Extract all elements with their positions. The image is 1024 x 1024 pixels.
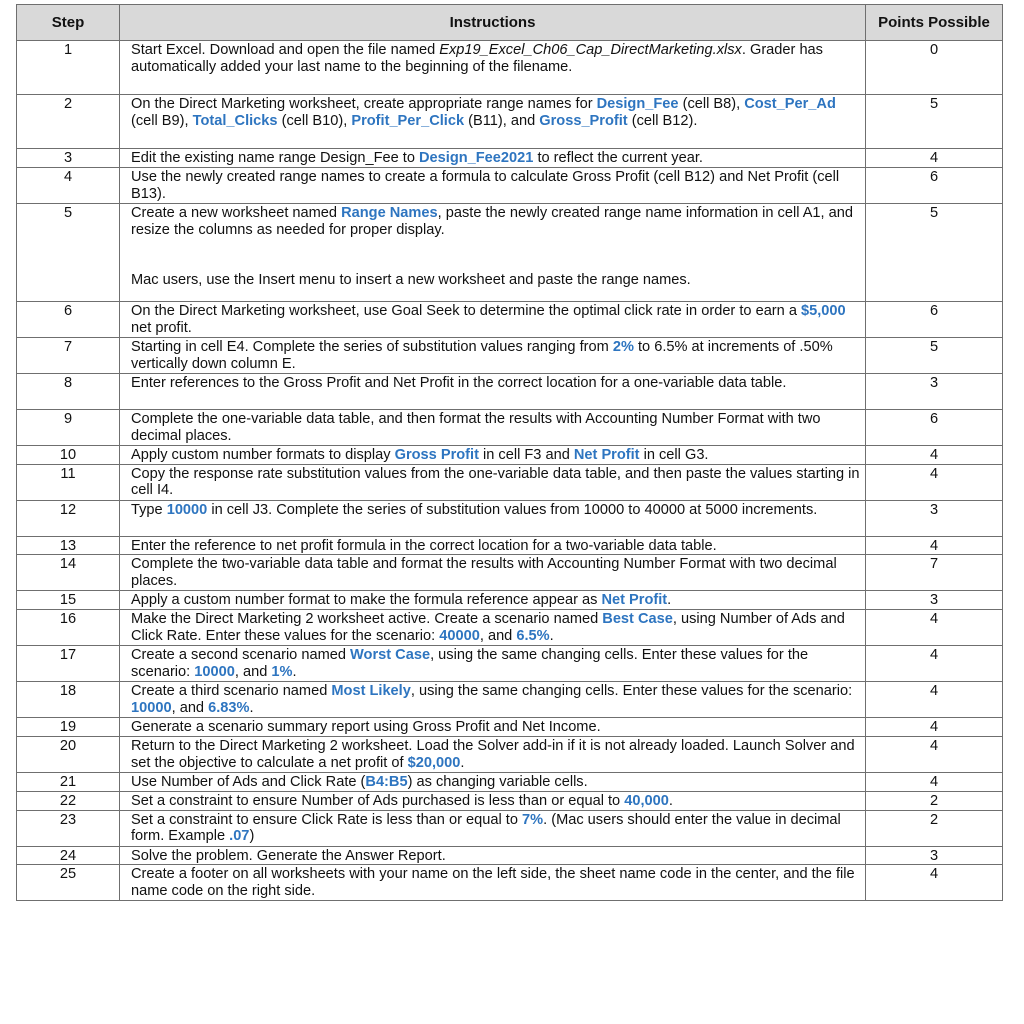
instruction-segment: On the Direct Marketing worksheet, create appropriate range names for [131,96,597,112]
instruction-segment: (cell B9), [131,112,193,129]
table-row [17,149,1003,168]
highlighted-value: 6.83% [208,699,250,716]
points-possible: 4 [866,772,1003,791]
instruction-segment: Create a footer on all worksheets with your name on the left side, the sheet name code in the center, and the file name code on the right side. [131,866,855,900]
highlighted-value: Gross_Profit [539,112,628,129]
instruction-segment: Create a second scenario named [131,647,351,664]
instruction-segment: (cell B8), [678,96,745,112]
instruction-segment: Copy the response rate substitution values from the one-variable data table, and then paste the values starting in cell I4. [131,465,860,499]
step-number: 7 [17,337,120,373]
highlighted-value: Design_Fee [596,96,679,112]
step-number: 20 [17,736,120,772]
instruction-text [120,167,866,203]
instruction-segment: ) as changing variable cells. [407,773,588,790]
table-row [17,373,1003,409]
instruction-text [120,718,866,737]
points-possible: 4 [866,682,1003,718]
step-number: 21 [17,772,120,791]
points-possible: 4 [866,536,1003,555]
points-possible: 4 [866,445,1003,464]
instruction-segment: Complete the two-variable data table and format the results with Accounting Number Format with two decimal places. [131,556,837,590]
instruction-segment: in cell G3. [639,446,709,463]
highlighted-value: Profit_Per_Click [351,112,465,129]
highlighted-value: Cost_Per_Ad [744,96,836,112]
instruction-text [120,791,866,810]
highlighted-value: Best Case [602,611,673,628]
instruction-text [120,409,866,445]
step-number: 15 [17,591,120,610]
instruction-segment: (cell B12). [627,112,698,129]
points-possible: 3 [866,591,1003,610]
instruction-segment: , using Number of Ads and Click Rate. Enter these values for the scenario: [131,611,845,644]
table-row [17,203,1003,301]
table-row [17,536,1003,555]
instruction-segment: Set a constraint to ensure Click Rate is less than or equal to [131,811,522,828]
instruction-segment: Use Number of Ads and Click Rate ( [131,773,366,790]
table-body [17,41,1003,901]
instruction-text [120,95,866,149]
instruction-segment: . [549,627,554,644]
highlighted-value: Gross Profit [394,446,479,463]
table-row [17,445,1003,464]
instruction-segment: Edit the existing name range Design_Fee to [131,150,419,166]
instruction-text [120,865,866,901]
points-possible: 6 [866,301,1003,337]
instruction-segment: Enter references to the Gross Profit and Net Profit in the correct location for a one-variable data table. [131,374,787,391]
step-number: 8 [17,373,120,409]
instruction-segment: (cell B10), [277,112,352,129]
instruction-text [120,203,866,301]
instruction-segment: . [460,754,465,771]
points-possible: 7 [866,555,1003,591]
instruction-text [120,337,866,373]
points-possible: 4 [866,610,1003,646]
highlighted-value: 7% [522,811,544,828]
instruction-text [120,555,866,591]
instruction-segment: net profit. [131,319,192,336]
highlighted-value: .07 [229,828,250,845]
highlighted-value: Most Likely [331,683,411,700]
highlighted-value: Worst Case [350,647,431,664]
points-possible: 3 [866,500,1003,536]
instruction-segment: , and [234,663,272,680]
table-row [17,610,1003,646]
points-possible: 4 [866,464,1003,500]
points-possible: 5 [866,95,1003,149]
points-possible: 3 [866,373,1003,409]
instruction-text [120,464,866,500]
instructions-table [16,4,1003,901]
table-row [17,409,1003,445]
instruction-segment: Solve the problem. Generate the Answer Report. [131,847,446,864]
step-number: 24 [17,846,120,865]
header-points-possible: Points Possible [866,5,1003,41]
table-row [17,41,1003,95]
step-number: 9 [17,409,120,445]
step-number: 13 [17,536,120,555]
instruction-segment: Starting in cell E4. Complete the series of substitution values ranging from [131,338,613,355]
points-possible: 6 [866,409,1003,445]
table-row [17,167,1003,203]
filename-text: Exp19_Excel_Ch06_Cap_DirectMarketing.xlsx [439,42,742,58]
instruction-segment: . [667,592,672,609]
highlighted-value: Design_Fee2021 [419,150,534,166]
table-row [17,865,1003,901]
table-row [17,791,1003,810]
instruction-segment: Generate a scenario summary report using Gross Profit and Net Income. [131,719,601,736]
instruction-text [120,445,866,464]
table-row [17,646,1003,682]
step-number: 10 [17,445,120,464]
instruction-segment: to reflect the current year. [533,150,703,166]
points-possible: 4 [866,718,1003,737]
instruction-segment: Type [131,501,167,518]
table-row [17,95,1003,149]
highlighted-value: B4:B5 [365,773,408,790]
instruction-segment: . (Mac users should enter the value in decimal form. Example [131,811,841,845]
table-row [17,591,1003,610]
instruction-segment: in cell J3. Complete the series of substitution values from 10000 to 40000 at 5000 increments. [207,501,818,518]
instruction-segment: , using the same changing cells. Enter these values for the scenario: [410,683,853,700]
instruction-text [120,736,866,772]
table-row [17,500,1003,536]
instruction-text [120,41,866,95]
table-row [17,464,1003,500]
instruction-text [120,149,866,168]
instruction-segment: Create a new worksheet named [131,204,342,221]
instruction-segment: . [668,792,673,809]
instruction-text [120,591,866,610]
table-row [17,772,1003,791]
points-possible: 2 [866,791,1003,810]
highlighted-value: Net Profit [601,592,668,609]
instruction-segment: Create a third scenario named [131,683,332,700]
instruction-text [120,682,866,718]
points-possible: 3 [866,846,1003,865]
step-number: 22 [17,791,120,810]
step-number: 11 [17,464,120,500]
points-possible: 6 [866,167,1003,203]
instruction-segment: Apply a custom number format to make the formula reference appear as [131,592,602,609]
highlighted-value: Range Names [341,204,438,221]
table-row [17,555,1003,591]
highlighted-value: $5,000 [801,302,846,319]
highlighted-value: 40,000 [624,792,669,809]
step-number: 17 [17,646,120,682]
table-row [17,846,1003,865]
step-number: 23 [17,810,120,846]
instruction-segment: Enter the reference to net profit formula in the correct location for a two-variable data table. [131,537,717,554]
step-number: 4 [17,167,120,203]
step-number: 18 [17,682,120,718]
highlighted-value: 10000 [131,699,172,716]
table-row [17,718,1003,737]
instruction-segment: , paste the newly created range name information in cell A1, and resize the columns as needed for proper display. [131,204,853,238]
header-step: Step [17,5,120,41]
instruction-text [120,772,866,791]
points-possible: 4 [866,646,1003,682]
instruction-segment: Mac users, use the Insert menu to insert a new worksheet and paste the range names. [131,271,691,288]
step-number: 1 [17,41,120,95]
instruction-segment: in cell F3 and [478,446,574,463]
step-number: 14 [17,555,120,591]
instruction-segment: Start Excel. Download and open the file named [131,42,440,58]
points-possible: 5 [866,337,1003,373]
instruction-text [120,646,866,682]
table-row [17,301,1003,337]
instruction-text [120,810,866,846]
step-number: 6 [17,301,120,337]
highlighted-value: 2% [612,338,634,355]
instruction-segment: . [292,663,297,680]
step-number: 16 [17,610,120,646]
instruction-segment: , and [171,699,209,716]
step-number: 25 [17,865,120,901]
highlighted-value: 1% [271,663,293,680]
highlighted-value: 40000 [439,627,480,644]
table-row [17,337,1003,373]
step-number: 3 [17,149,120,168]
instruction-text [120,373,866,409]
instruction-segment: Set a constraint to ensure Number of Ads purchased is less than or equal to [131,792,625,809]
instruction-segment: . [249,699,254,716]
table-row [17,682,1003,718]
instruction-segment: On the Direct Marketing worksheet, use Goal Seek to determine the optimal click rate in order to earn a [131,302,802,319]
points-possible: 0 [866,41,1003,95]
table-row [17,810,1003,846]
header-row [17,5,1003,41]
highlighted-value: Net Profit [573,446,640,463]
points-possible: 2 [866,810,1003,846]
highlighted-value: 6.5% [516,627,550,644]
instruction-segment: Make the Direct Marketing 2 worksheet active. Create a scenario named [131,611,603,628]
step-number: 12 [17,500,120,536]
highlighted-value: $20,000 [407,754,461,771]
table-row [17,736,1003,772]
instruction-segment: Return to the Direct Marketing 2 worksheet. Load the Solver add-in if it is not already loaded. Launch Solver and set the objective to calculate a net profit of [131,737,855,771]
instruction-segment: Use the newly created range names to create a formula to calculate Gross Profit (cell B12) and Net Profit (cell B13). [131,168,840,202]
instruction-text [120,846,866,865]
instruction-segment: , using the same changing cells. Enter these values for the scenario: [131,647,809,680]
points-possible: 4 [866,736,1003,772]
instruction-segment: Complete the one-variable data table, and then format the results with Accounting Number Format with two decimal places. [131,410,821,444]
header-instructions: Instructions [120,5,866,41]
instruction-text [120,301,866,337]
instruction-segment: (B11), and [464,112,540,129]
instruction-segment: , and [479,627,517,644]
points-possible: 4 [866,865,1003,901]
points-possible: 5 [866,203,1003,301]
step-number: 5 [17,203,120,301]
highlighted-value: 10000 [166,501,208,518]
instruction-text [120,610,866,646]
instruction-segment: . Grader has automatically added your last name to the beginning of the filename. [131,42,823,75]
instruction-text [120,536,866,555]
points-possible: 4 [866,149,1003,168]
instruction-segment: to 6.5% at increments of .50% vertically down column E. [131,338,833,372]
instruction-text [120,500,866,536]
instruction-segment: Apply custom number formats to display [131,446,395,463]
instruction-segment: ) [249,828,255,845]
step-number: 19 [17,718,120,737]
highlighted-value: 10000 [194,663,235,680]
highlighted-value: Total_Clicks [192,112,278,129]
step-number: 2 [17,95,120,149]
